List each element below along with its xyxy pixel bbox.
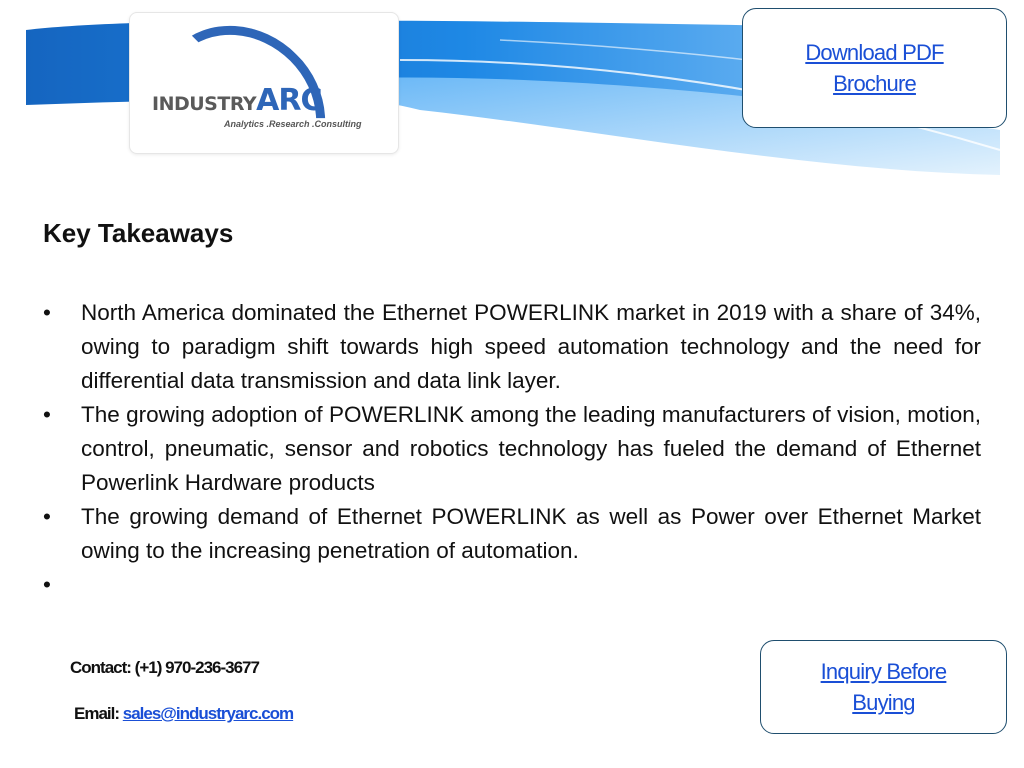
logo-tagline: Analytics .Research .Consulting [224,119,362,129]
logo-wordmark [152,83,322,118]
section-title: Key Takeaways [43,218,234,248]
list-item [43,296,981,398]
list-item-text: North America dominated the Ethernet POWERLINK market in 2019 with a share of 34%, owing to paradigm shift towards high speed automation technology and the need for differential data transmission and data link layer. [81,300,981,393]
download-brochure-box [742,8,1007,128]
logo-wordmark-industry: INDUSTRY [152,93,257,115]
inquiry-before-buying-link[interactable]: Inquiry Before Buying [820,659,947,715]
list-item [43,398,981,500]
list-item-text: The growing demand of Ethernet POWERLINK as well as Power over Ethernet Market owing to the increasing penetration of automation. [81,504,981,563]
list-item-text: The growing adoption of POWERLINK among the leading manufacturers of vision, motion, control, pneumatic, sensor and robotics technology has fueled the demand of Ethernet Powerlink Hardware products [81,402,981,495]
company-logo [129,12,399,154]
contact-email [74,704,293,724]
contact-phone: Contact: (+1) 970-236-3677 [70,658,259,677]
email-label: Email: [74,704,120,723]
logo-wordmark-arc: ARC [256,83,322,118]
list-item [43,500,981,568]
bullet-icon: • [43,402,51,427]
email-link[interactable]: sales@industryarc.com [122,704,294,723]
takeaways-list [43,296,981,602]
bullet-icon: • [43,572,51,597]
list-item [43,568,981,602]
inquiry-box [760,640,1007,734]
download-pdf-brochure-link[interactable]: Download PDF Brochure [805,40,944,96]
bullet-icon: • [43,300,51,325]
bullet-icon: • [43,504,51,529]
